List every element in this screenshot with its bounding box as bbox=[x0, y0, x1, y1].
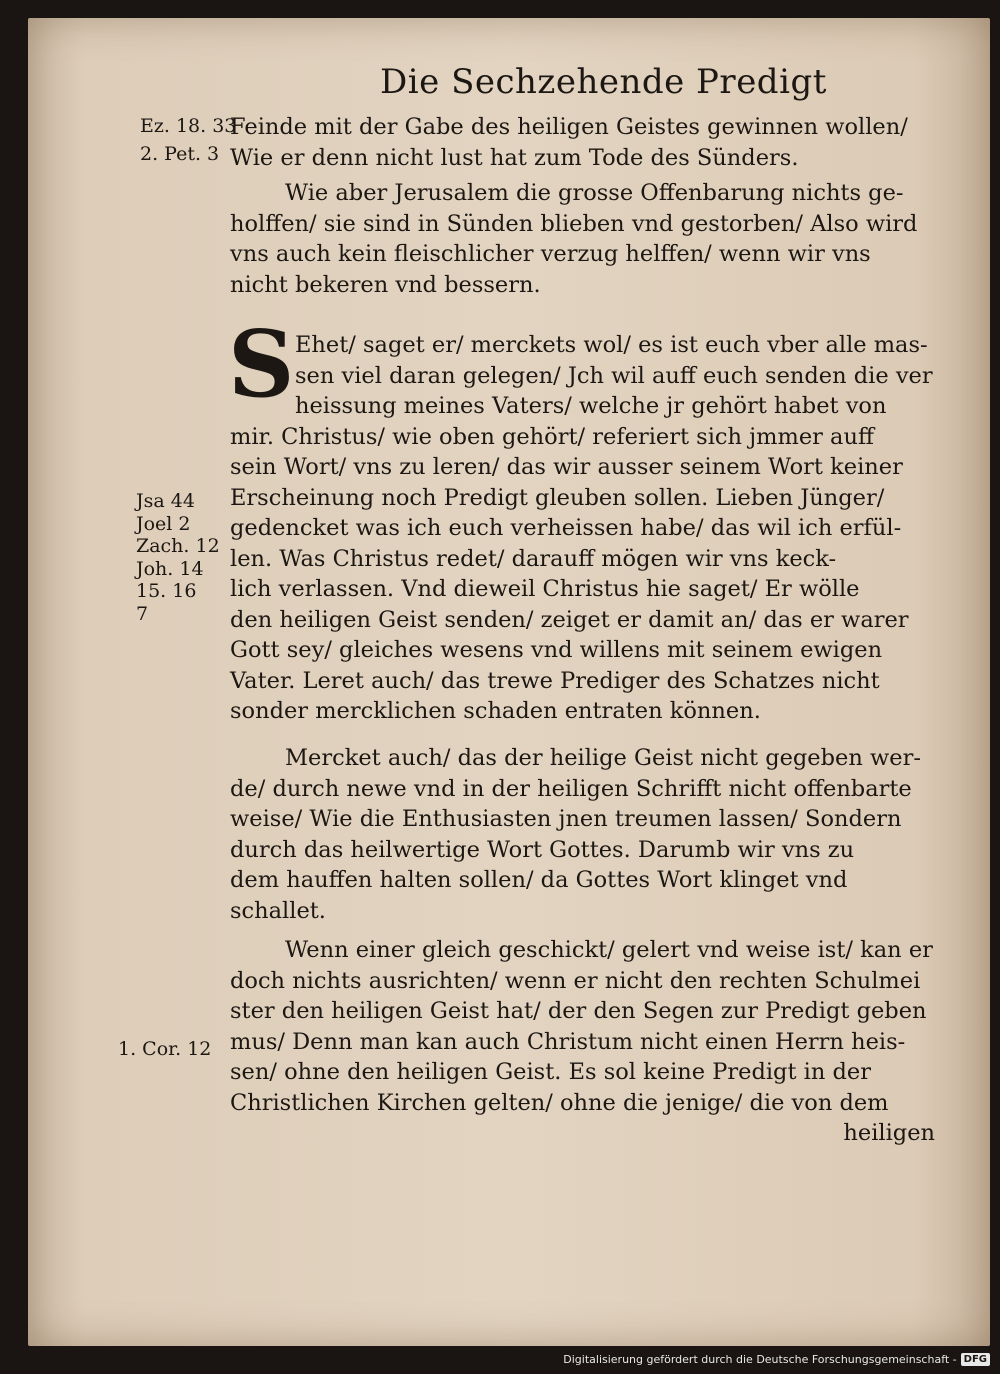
text-line: Wie aber Jerusalem die grosse Offenbarung nichts ge- bbox=[285, 180, 904, 206]
paragraph bbox=[230, 178, 935, 300]
catchword: heiligen bbox=[843, 1120, 935, 1146]
margin-note: 15. 16 bbox=[136, 580, 197, 602]
text-line: dem hauffen halten sollen/ da Gottes Wort klinget vnd bbox=[230, 867, 848, 893]
text-line: Wie er denn nicht lust hat zum Tode des Sünders. bbox=[230, 144, 799, 171]
text-line: durch das heilwertige Wort Gottes. Darumb wir vns zu bbox=[230, 836, 855, 863]
text-line: gedencket was ich euch verheissen habe/ das wil ich erfül- bbox=[230, 515, 902, 541]
margin-note: 2. Pet. 3 bbox=[140, 143, 220, 165]
running-head: Die Sechzehende Predigt bbox=[380, 62, 827, 102]
paragraph-with-drop-cap bbox=[230, 330, 935, 727]
credit-text: Digitalisierung gefördert durch die Deutsche Forschungsgemeinschaft - bbox=[563, 1353, 957, 1366]
text-line: holffen/ sie sind in Sünden blieben vnd gestorben/ Also wird bbox=[230, 210, 918, 237]
text-line: Mercket auch/ das der heilige Geist nicht gegeben wer- bbox=[285, 745, 921, 771]
text-line: Gott sey/ gleiches wesens vnd willens mit seinem ewigen bbox=[230, 637, 883, 663]
margin-notes-bottom bbox=[118, 1038, 211, 1060]
text-line: de/ durch newe vnd in der heiligen Schrifft nicht offenbarte bbox=[230, 775, 912, 802]
margin-note: Joel 2 bbox=[136, 512, 191, 535]
margin-note: 1. Cor. 12 bbox=[118, 1038, 212, 1060]
text-line: sen viel daran gelegen/ Jch wil auff euch senden die ver bbox=[295, 362, 933, 389]
margin-notes-top bbox=[140, 112, 236, 168]
dfg-logo: DFG bbox=[961, 1353, 990, 1366]
text-line: vns auch kein fleischlicher verzug helffen/ wenn wir vns bbox=[230, 241, 871, 267]
text-line: sonder mercklichen schaden entraten können. bbox=[230, 698, 761, 724]
margin-notes-middle bbox=[136, 490, 220, 625]
margin-note: Ez. 18. 33 bbox=[140, 115, 237, 137]
digitization-credit bbox=[563, 1353, 990, 1366]
text-line: lich verlassen. Vnd dieweil Christus hie saget/ Er wölle bbox=[230, 576, 860, 602]
text-line: Wenn einer gleich geschickt/ gelert vnd weise ist/ kan er bbox=[285, 937, 933, 963]
text-line: Erscheinung noch Predigt gleuben sollen. Lieben Jünger/ bbox=[230, 484, 885, 511]
margin-note: 7 bbox=[136, 602, 149, 625]
text-line: sen/ ohne den heiligen Geist. Es sol keine Predigt in der bbox=[230, 1059, 871, 1085]
text-line: mir. Christus/ wie oben gehört/ referiert sich jmmer auff bbox=[230, 423, 874, 450]
paragraph bbox=[230, 743, 935, 926]
text-line: sein Wort/ vns zu leren/ das wir ausser seinem Wort keiner bbox=[230, 454, 903, 480]
paragraph bbox=[230, 935, 935, 1149]
text-line: doch nichts ausrichten/ wenn er nicht den rechten Schulmei bbox=[230, 967, 921, 994]
drop-cap: S bbox=[228, 310, 295, 418]
text-line: schallet. bbox=[230, 897, 326, 924]
text-line: weise/ Wie die Enthusiasten jnen treumen lassen/ Sondern bbox=[230, 806, 902, 832]
text-line: heissung meines Vaters/ welche jr gehört habet von bbox=[295, 393, 887, 419]
paragraph-continuation bbox=[230, 112, 935, 173]
margin-note: Joh. 14 bbox=[136, 557, 204, 580]
text-line: mus/ Denn man kan auch Christum nicht einen Herrn heis- bbox=[230, 1028, 906, 1055]
margin-note: Zach. 12 bbox=[136, 535, 220, 557]
text-line: den heiligen Geist senden/ zeiget er damit an/ das er warer bbox=[230, 606, 909, 633]
text-line: Ehet/ saget er/ merckets wol/ es ist euch vber alle mas- bbox=[295, 332, 928, 358]
margin-note: Jsa 44 bbox=[136, 490, 195, 512]
text-line: nicht bekeren vnd bessern. bbox=[230, 271, 541, 298]
text-line: ster den heiligen Geist hat/ der den Segen zur Predigt geben bbox=[230, 998, 927, 1024]
text-line: Feinde mit der Gabe des heiligen Geistes gewinnen wollen/ bbox=[230, 114, 908, 140]
text-line: len. Was Christus redet/ darauff mögen wir vns keck- bbox=[230, 545, 837, 572]
text-line: Vater. Leret auch/ das trewe Prediger des Schatzes nicht bbox=[230, 667, 880, 694]
text-line: Christlichen Kirchen gelten/ ohne die jenige/ die von dem bbox=[230, 1089, 889, 1116]
